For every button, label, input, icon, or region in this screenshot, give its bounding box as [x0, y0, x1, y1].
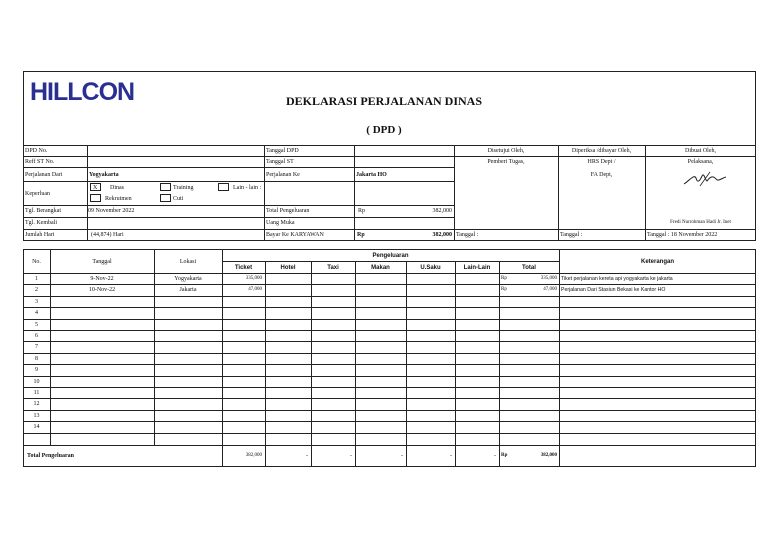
cell-no: 11: [33, 390, 40, 396]
header-tanggal: Tanggal: [92, 259, 112, 265]
option-training-label: Training: [173, 185, 194, 191]
label-keperluan: Keperluan: [25, 191, 50, 197]
cell-lokasi: Yogyakarta: [174, 276, 202, 282]
total-row-label: Total Pengeluaran: [27, 453, 74, 459]
cell-no: 3: [35, 298, 38, 305]
company-logo: HILLCON: [30, 78, 135, 106]
subheader-usaku: U.Saku: [420, 265, 441, 271]
label-tgl-berangkat: Tgl. Berangkat: [25, 208, 61, 214]
total-makan: -: [401, 453, 403, 459]
cell-lokasi: Jakarta: [179, 287, 197, 294]
approval-col1-date: Tanggal :: [456, 232, 479, 238]
label-tgl-kembali: Tgl. Kembali: [25, 220, 57, 226]
cell-keterangan: Tiket perjalanan kereta api yogyakarta ke jakarta: [561, 276, 673, 282]
header-pengeluaran: Pengeluaran: [372, 253, 409, 259]
cell-no: 10: [33, 378, 40, 385]
cell-total: 47,000: [543, 287, 557, 293]
value-perjalanan-dari: Yogyakarta: [89, 172, 119, 178]
subheader-makan: Makan: [371, 265, 390, 271]
document-subtitle: ( DPD ): [366, 124, 402, 136]
approval-col2-date: Tanggal :: [560, 232, 583, 238]
value-jumlah-hari: (44,874) Hari: [91, 232, 124, 238]
cell-no: 14: [33, 424, 40, 431]
header-no: No.: [32, 259, 41, 265]
approval-col2-role2: FA Dept,: [590, 172, 613, 178]
approval-col1-role: Pemberi Tugas,: [487, 159, 525, 165]
option-cuti-label: Cuti: [173, 196, 184, 202]
label-perjalanan-dari: Perjalanan Dari: [25, 172, 63, 178]
value-total-pengeluaran: 382,000: [432, 208, 452, 214]
cell-no: 4: [35, 310, 38, 317]
value-perjalanan-ke: Jakarta HO: [356, 172, 387, 178]
option-rekrutmen-label: Rekrutmen: [105, 196, 132, 202]
approval-col2-role1: HRS Dept /: [587, 159, 616, 165]
header-lokasi: Lokasi: [179, 259, 197, 265]
total-lain: -: [494, 453, 496, 459]
approval-col3-header: Dibuat Oleh,: [685, 148, 716, 154]
header-keterangan: Keterangan: [640, 259, 674, 265]
approval-col1-header: Disetujui Oleh,: [487, 148, 525, 154]
rp-total-pengeluaran: Rp: [358, 208, 366, 214]
rp-bayar-ke: Rp: [357, 232, 365, 238]
approval-col3-role: Pelaksana,: [687, 159, 714, 165]
value-bayar-ke: 382,000: [432, 232, 452, 238]
subheader-hotel: Hotel: [280, 265, 296, 271]
checkbox-training[interactable]: [160, 183, 171, 191]
checkbox-dinas[interactable]: X: [90, 183, 101, 191]
signature-image: [680, 168, 730, 190]
checkbox-rekrutmen[interactable]: [90, 194, 101, 202]
option-lain-label: Lain - lain :: [233, 185, 262, 191]
cell-ticket: 47,000: [248, 287, 262, 293]
approval-col2-header: Diperiksa /dibayar Oleh,: [571, 148, 632, 154]
label-total-pengeluaran: Total Pengeluaran: [266, 208, 310, 214]
cell-no: 8: [35, 355, 38, 362]
cell-no: 12: [33, 401, 40, 408]
cell-total-rp: Rp: [501, 276, 507, 281]
subheader-ticket: Ticket: [234, 265, 253, 271]
checkbox-cuti[interactable]: [160, 194, 171, 202]
total-usaku: -: [450, 453, 452, 459]
cell-total: 335,000: [540, 276, 557, 281]
subheader-lain-lain: Lain-Lain: [463, 265, 491, 271]
cell-no: 13: [33, 412, 40, 419]
cell-tanggal: 9-Nov-22: [90, 276, 114, 282]
option-dinas-label: Dinas: [110, 185, 124, 191]
cell-no: 5: [35, 321, 38, 328]
cell-tanggal: 10-Nov-22: [88, 287, 116, 294]
approval-col3-name: Fredi Nurrohman Hadi Jr. Inet: [670, 220, 731, 225]
cell-no: 1: [35, 276, 38, 282]
label-jumlah-hari: Jumlah Hari: [25, 232, 55, 238]
cell-no: 7: [35, 344, 38, 351]
label-tanggal-st: Tanggal ST: [266, 159, 294, 165]
cell-ticket: 335,000: [245, 276, 262, 281]
label-dpd-no: DPD No.: [25, 148, 48, 154]
value-tgl-berangkat: 09 November 2022: [88, 208, 135, 214]
approval-col3-date: Tanggal : 18 November 2022: [647, 232, 718, 238]
subheader-taxi: Taxi: [327, 265, 339, 271]
cell-no: 9: [35, 367, 38, 374]
total-taxi: -: [350, 453, 352, 459]
cell-no: 6: [35, 333, 38, 339]
total-hotel: -: [306, 453, 308, 459]
cell-no: 2: [35, 287, 38, 294]
label-reff-st: Reff ST No.: [25, 159, 55, 165]
subheader-total: Total: [522, 265, 536, 271]
label-bayar-ke: Bayar Ke KARYAWAN: [266, 232, 324, 238]
document-title: DEKLARASI PERJALANAN DINAS: [285, 94, 483, 108]
label-tanggal-dpd: Tanggal DPD: [266, 148, 299, 154]
total-ticket: 382,000: [245, 453, 262, 458]
checkbox-lain[interactable]: [218, 183, 229, 191]
label-perjalanan-ke: Perjalanan Ke: [266, 172, 300, 178]
total-rp: Rp: [501, 453, 508, 458]
total-grand: 382,000: [540, 453, 557, 458]
cell-keterangan: Perjalanan Dari Stasiun Bekasi ke Kantor HO: [561, 287, 666, 294]
cell-total-rp: Rp: [501, 287, 507, 293]
label-uang-muka: Uang Muka: [266, 220, 295, 226]
